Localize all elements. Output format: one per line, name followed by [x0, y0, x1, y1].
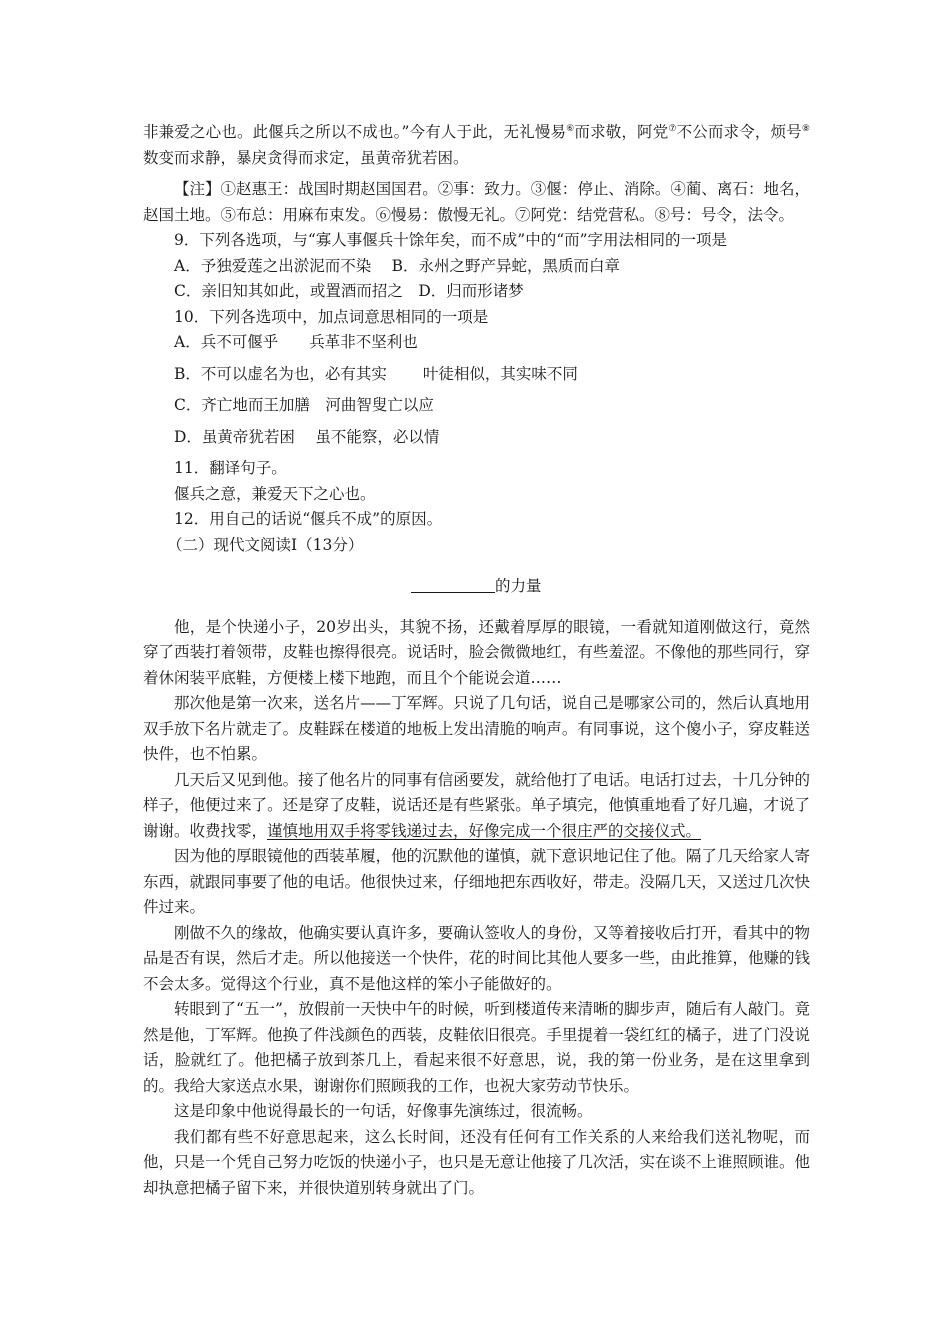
question-10-option-a: A．兵不可偃乎 兵革非不坚利也: [174, 333, 418, 351]
question-9-options-cd: C．亲旧知其如此，或置酒而招之 D．归而形诸梦: [174, 282, 524, 300]
passage-text: 而求敬，阿党: [574, 123, 669, 141]
question-11-stem: 11．翻译句子。: [174, 459, 287, 477]
question-11-sentence: 偃兵之意，兼爱天下之心也。: [174, 484, 376, 503]
question-10-option-d: D．虽黄帝犹若困 虽不能察，必以情: [174, 427, 440, 446]
article-title-text: 的力量: [495, 576, 542, 595]
article-paragraph: 因为他的厚眼镜他的西装革履，他的沉默他的谨慎，就下意识地记住了他。隔了几天给家人寄东西，就跟同事要了他的电话。他很快过来，仔细地把东西收好，带走。没隔几天，又送过几次快件过来。: [143, 847, 810, 916]
article-paragraph: [143, 768, 810, 845]
question-10-stem: 10．下列各选项中，加点词意思相同的一项是: [174, 307, 489, 326]
underlined-sentence: 谨慎地用双手将零钱递过去，好像完成一个很庄严的交接仪式。: [267, 821, 702, 840]
passage-text: 非兼爱之心也。此偃兵之所以不成也。”今有人于此，无礼慢易: [143, 123, 567, 141]
note-text: ①赵惠王：战国时期赵国国君。②事：致力。③偃：停止、消除。④蔺、离石：地名，赵国土地。⑤布总：用麻布束发。⑥慢易：傲慢无礼。⑦阿党：结党营私。⑧号：号令，法令。: [143, 180, 810, 224]
annotation-note: [143, 177, 810, 228]
passage-text: 数变而求静，暴戾贪得而求定，虽黄帝犹若困。: [143, 148, 469, 167]
question-10-option-c: C．齐亡地而王加膳 河曲智叟亡以应: [174, 396, 434, 414]
question-10-option-b: B．不可以虚名为也，必有其实 叶徒相似，其实味不同: [174, 364, 578, 383]
note-label: 【注】: [174, 180, 221, 198]
question-12-stem: 12．用自己的话说“偃兵不成”的原因。: [174, 510, 443, 528]
footnote-mark: ⑦: [668, 123, 677, 134]
title-blank-line: [411, 574, 495, 593]
footnote-mark: ⑧: [801, 123, 810, 134]
article-paragraph: 我们都有些不好意思起来，这么长时间，还没有任何有工作关系的人来给我们送礼物呢，而他，只是一个凭自己努力吃饭的快递小子，也只是无意让他接了几次活，实在谈不上谁照顾谁。他却执意把橘子留下来，并很快道别转身就出了门。: [143, 1127, 810, 1197]
passage-text: 不公而求令，烦号: [676, 123, 802, 141]
article-paragraph: 转眼到了“五一”，放假前一天快中午的时候，听到楼道传来清晰的脚步声，随后有人敲门。竟然是他，丁军辉。他换了件浅颜色的西装，皮鞋依旧很亮。手里提着一袋红红的橘子，进了门没说话，脸就红了。他把橘子放到茶几上，看起来很不好意思，说，我的第一份业务，是在这里拿到的。我给大家送点水果，谢谢你们照顾我的工作，也祝大家劳动节快乐。: [143, 1000, 810, 1095]
article-title: [143, 574, 810, 600]
article-paragraph: 他，是个快递小子，20岁出头，其貌不扬，还戴着厚厚的眼镜，一看就知道刚做这行，竟然穿了西装打着领带，皮鞋也擦得很亮。说话时，脸会微微地红，有些羞涩。不像他的那些同行，穿着休闲装平底鞋，方便楼上楼下地跑，而且个个能说会道……: [143, 617, 810, 687]
question-9-stem: 9．下列各选项，与“寡人事偃兵十馀年矣，而不成”中的“而”字用法相同的一项是: [174, 231, 728, 249]
footnote-mark: ⑥: [566, 123, 575, 134]
paragraph-text: 几天后又见到他。接了他名片的同事有信函要发，就给他打了电话。电话打过去，十几分钟的样子，他便过来了。还是穿了皮鞋，说话还是有些紧张。单子填完，他慎重地看了好几遍，才说了谢谢。收费找零，: [143, 770, 810, 840]
classical-passage-ending: [143, 120, 810, 171]
article-paragraph: 那次他是第一次来，送名片——丁军辉。只说了几句话，说自己是哪家公司的，然后认真地用双手放下名片就走了。皮鞋踩在楼道的地板上发出清脆的响声。有同事说，这个傻小子，穿皮鞋送快件，也不怕累。: [143, 694, 810, 763]
article-paragraph: 这是印象中他说得最长的一句话，好像事先演练过，很流畅。: [174, 1102, 593, 1120]
question-9-options-ab: A．予独爱莲之出淤泥而不染 B．永州之野产异蛇，黑质而白章: [174, 256, 621, 275]
article-paragraph: 刚做不久的缘故，他确实要认真许多，要确认签收人的身份，又等着接收后打开，看其中的物品是否有误，然后才走。所以他接送一个快件，花的时间比其他人要多一些，由此推算，他赚的钱不会太多。觉得这个行业，真不是他这样的笨小子能做好的。: [143, 923, 810, 993]
section-heading: （二）现代文阅读Ⅰ（13分）: [167, 535, 364, 554]
